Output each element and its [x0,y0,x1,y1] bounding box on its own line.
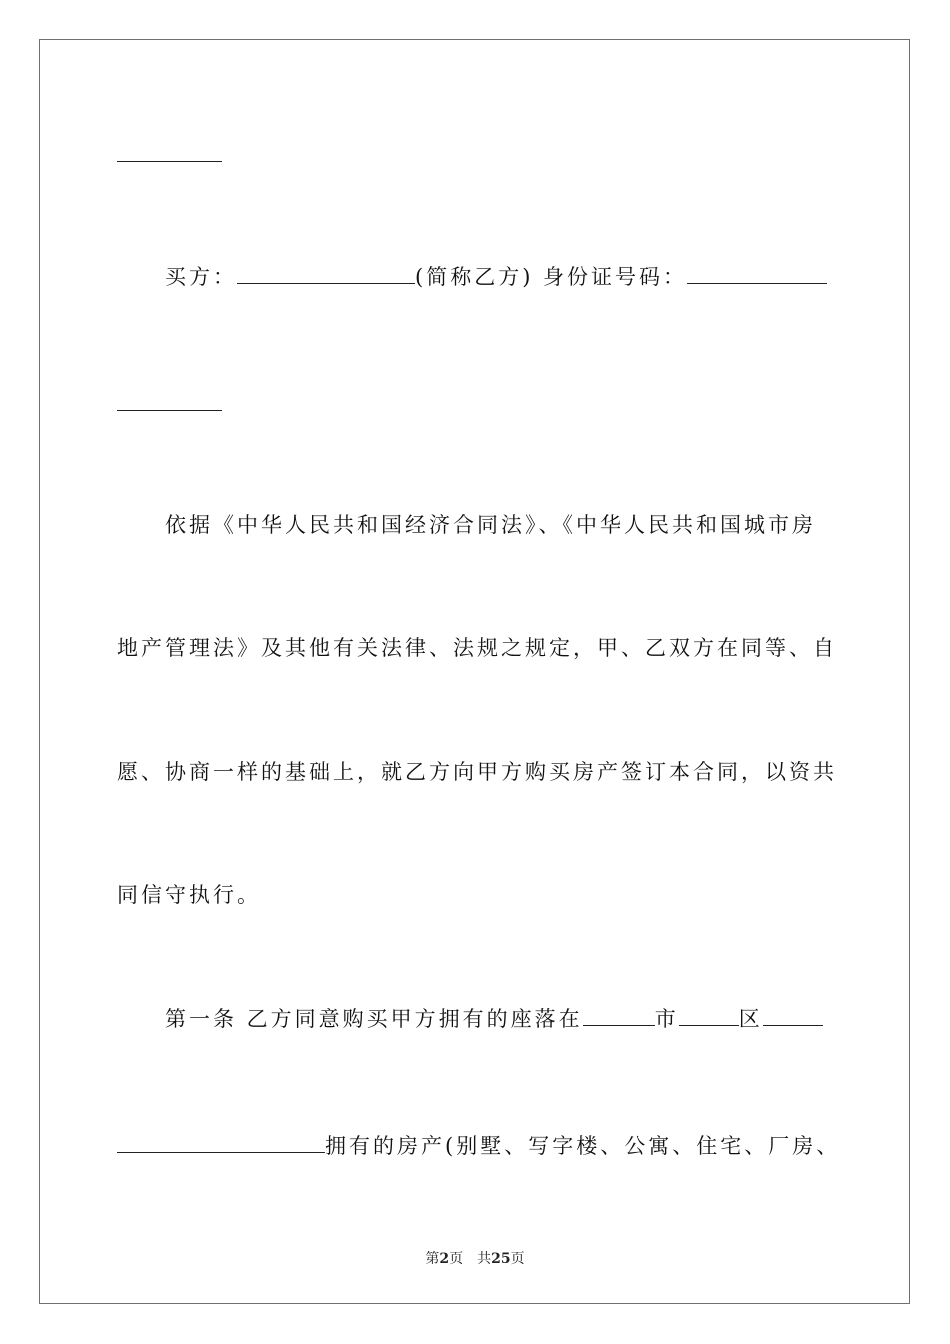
paragraph-line: 地产管理法》及其他有关法律、法规之规定，甲、乙双方在同等、自 [117,636,837,660]
buyer-name-field[interactable] [237,265,415,284]
field-continuation-1 [117,142,222,168]
page-border [39,39,910,1304]
field-continuation-2 [117,391,222,417]
address-field[interactable] [763,1007,823,1026]
article-1-line [165,1006,823,1032]
district-label: 区 [738,1007,763,1031]
buyer-line [165,264,827,290]
buyer-label: 买方： [165,265,237,289]
district-field[interactable] [679,1007,739,1026]
city-label: 市 [654,1007,679,1031]
city-field[interactable] [583,1007,655,1026]
article-1-prefix: 第一条 乙方同意购买甲方拥有的座落在 [165,1007,583,1031]
page-total: 25 [491,1251,511,1267]
paragraph-line: 依据《中华人民共和国经济合同法》、《中华人民共和国城市房 [165,513,816,537]
page-current: 2 [439,1251,450,1267]
paragraph-line: 同信守执行。 [117,883,261,907]
blank-field[interactable] [117,143,222,162]
buyer-id-field-continued[interactable] [117,392,222,411]
page-mid: 页 共 [449,1251,492,1267]
article-1-line-2 [117,1133,840,1159]
buyer-id-field[interactable] [687,265,827,284]
page-suffix: 页 [510,1251,525,1267]
paragraph-line: 愿、协商一样的基础上，就乙方向甲方购买房产签订本合同，以资共 [117,760,837,784]
address-field-continued[interactable] [117,1134,325,1153]
page-footer [0,1248,950,1268]
page-prefix: 第 [425,1251,440,1267]
buyer-note: (简称乙方) 身份证号码： [415,265,688,289]
property-type-text: 拥有的房产(别墅、写字楼、公寓、住宅、厂房、 [325,1134,841,1158]
